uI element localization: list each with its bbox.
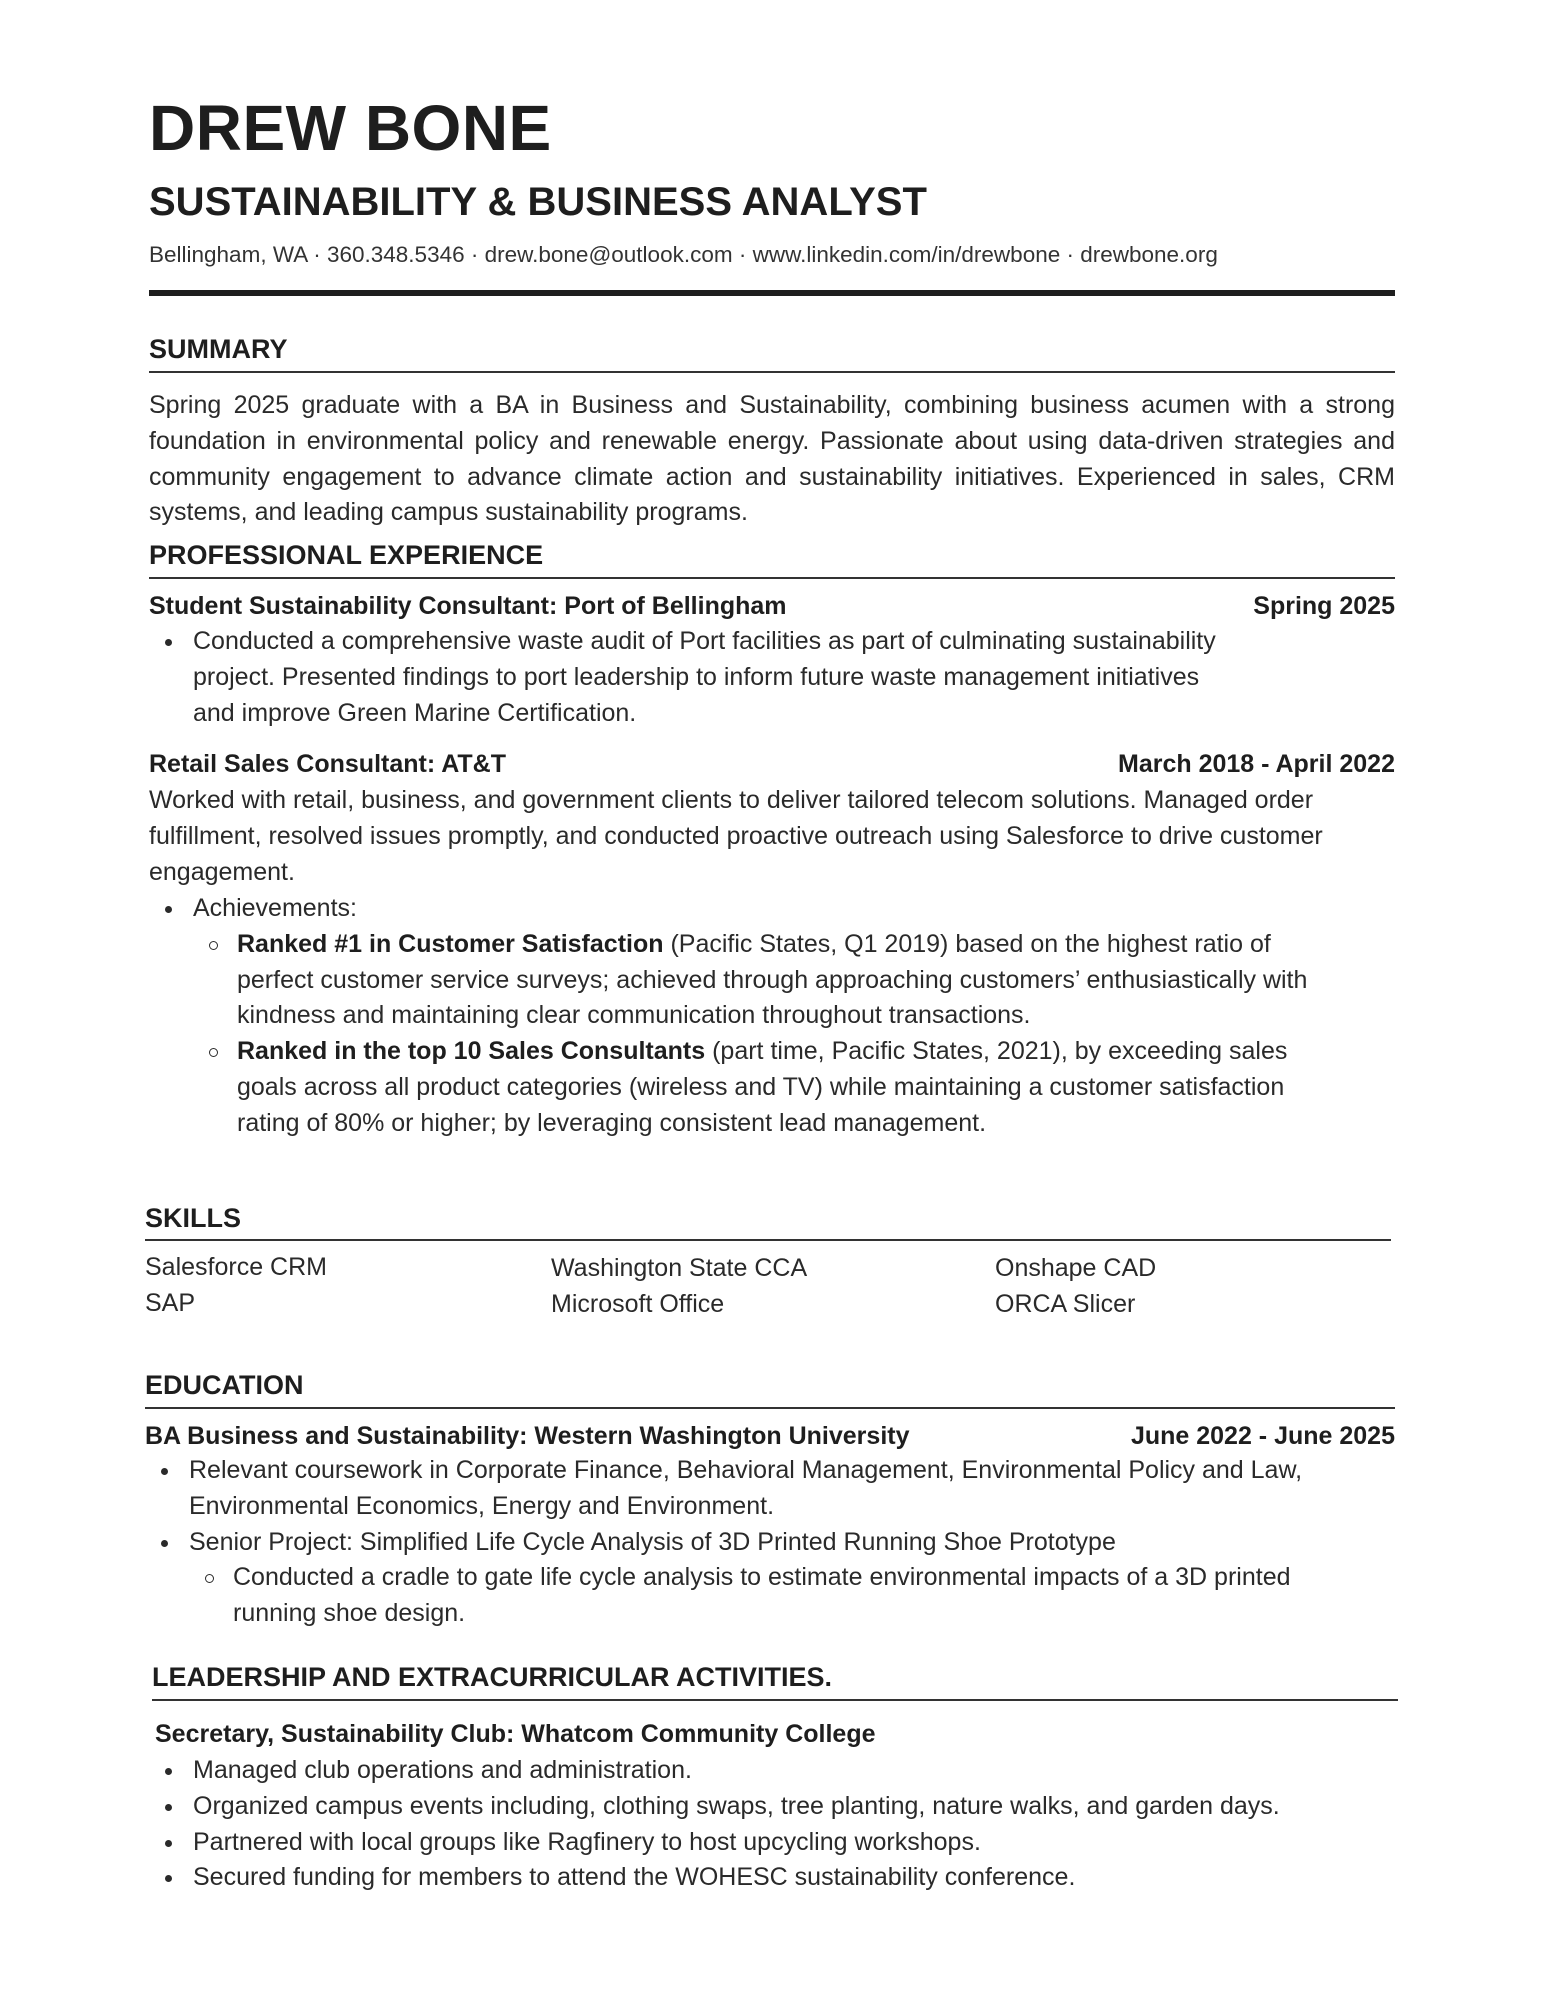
skill-item: Onshape CAD [995, 1254, 1157, 1282]
summary-text: Spring 2025 graduate with a BA in Business and Sustainability, combining business acumen with a strong foundation in environmental policy and renewable energy. Passionate about using data-driven strategies and community engagement to advance climate action and sustainability initiatives. Experienced in sales, CRM systems, and leading campus sustainability programs. [149, 391, 1395, 527]
list-item [145, 1525, 1310, 1632]
list-item [149, 891, 1349, 1142]
education-divider [145, 1407, 1395, 1409]
experience-divider [149, 577, 1395, 579]
job-date-att: March 2018 - April 2022 [1118, 750, 1395, 778]
job-bullets-att [149, 891, 1349, 1142]
list-item: Conducted a cradle to gate life cycle analysis to estimate environmental impacts of a 3D printed running shoe design. [189, 1560, 1310, 1632]
contact-line: Bellingham, WA · 360.348.5346 · drew.bone@outlook.com · www.linkedin.com/in/drewbone · drewbone.org [149, 242, 1218, 267]
candidate-name: DREW BONE [149, 92, 552, 164]
list-item [193, 1034, 1349, 1141]
achievement-title: Ranked #1 in Customer Satisfaction [237, 929, 664, 958]
degree-title: BA Business and Sustainability: Western Washington University [145, 1422, 910, 1450]
leadership-heading: LEADERSHIP AND EXTRACURRICULAR ACTIVITIES. [152, 1662, 833, 1692]
skill-item: ORCA Slicer [995, 1290, 1136, 1318]
education-heading: EDUCATION [145, 1370, 304, 1400]
leadership-divider [152, 1699, 1398, 1701]
senior-project: Senior Project: Simplified Life Cycle Analysis of 3D Printed Running Shoe Prototype [189, 1527, 1116, 1556]
summary-divider [149, 371, 1395, 373]
list-item [193, 927, 1349, 1034]
list-item: Organized campus events including, clothing swaps, tree planting, nature walks, and garden days. [149, 1789, 1349, 1825]
skill-item: Microsoft Office [551, 1290, 725, 1318]
achievements-list [193, 927, 1349, 1142]
achievement-text: (part time, Pacific States, 2021), by exceeding sales goals across all product categories (wireless and TV) while maintaining a customer satisfaction rating of 80% or higher; by leveraging consistent lead management. [237, 1037, 1288, 1137]
degree-date: June 2022 - June 2025 [1130, 1422, 1395, 1450]
list-item: Managed club operations and administration. [149, 1753, 1349, 1789]
list-item: Secured funding for members to attend the WOHESC sustainability conference. [149, 1860, 1349, 1896]
skill-item: Salesforce CRM [145, 1253, 327, 1281]
achievement-title: Ranked in the top 10 Sales Consultants [237, 1037, 706, 1066]
senior-project-details [189, 1560, 1310, 1632]
skills-divider [145, 1239, 1391, 1241]
job-date-port: Spring 2025 [1253, 592, 1395, 620]
list-item: Relevant coursework in Corporate Finance, Behavioral Management, Environmental Policy and Law, Environmental Economics, Energy and Environment. [145, 1453, 1310, 1525]
experience-heading: PROFESSIONAL EXPERIENCE [149, 540, 544, 570]
skills-heading: SKILLS [145, 1203, 242, 1233]
leadership-role: Secretary, Sustainability Club: Whatcom Community College [155, 1720, 876, 1748]
candidate-title: SUSTAINABILITY & BUSINESS ANALYST [149, 180, 927, 224]
leadership-bullets [149, 1753, 1349, 1896]
achievement-text: (Pacific States, Q1 2019) based on the highest ratio of perfect customer service surveys; achieved through approaching customers’ enthusiastically with kindness and maintaining clear communication throughout transactions. [237, 929, 1308, 1030]
job-description-att: Worked with retail, business, and government clients to deliver tailored telecom solutions. Managed order fulfillment, resolved issues promptly, and conducted proactive outreach using Salesforce to drive customer engagement. [149, 786, 1323, 886]
skill-item: Washington State CCA [551, 1254, 808, 1282]
job-title-att: Retail Sales Consultant: AT&T [149, 750, 506, 778]
skill-item: SAP [145, 1289, 196, 1317]
job-bullets-port [149, 624, 1229, 731]
header-divider [149, 290, 1395, 296]
education-bullets [145, 1453, 1310, 1632]
achievements-label: Achievements: [193, 894, 357, 922]
job-title-port: Student Sustainability Consultant: Port of Bellingham [149, 592, 787, 620]
list-item: Partnered with local groups like Ragfinery to host upcycling workshops. [149, 1825, 1349, 1861]
summary-heading: SUMMARY [149, 334, 288, 364]
list-item: Conducted a comprehensive waste audit of Port facilities as part of culminating sustainability project. Presented findings to port leadership to inform future waste management initiatives and improve Green Marine Certification. [149, 624, 1229, 731]
